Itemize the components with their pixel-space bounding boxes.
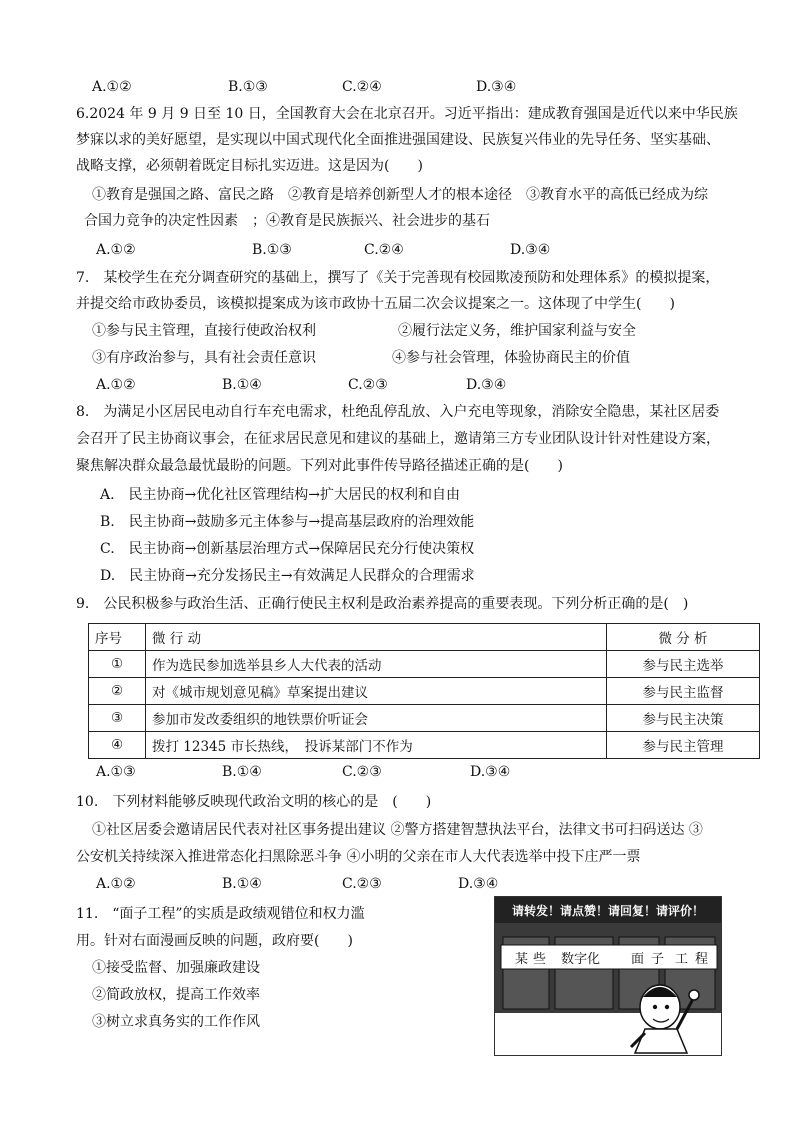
cartoon-sign-char-6: 程 xyxy=(695,952,709,967)
q7-statement-3: ③有序政治参与，具有社会责任意识 xyxy=(92,350,316,366)
q9-table-header xyxy=(89,624,760,651)
q11-stem-line-1: 11. “面子工程”的实质是政绩观错位和权力滥 xyxy=(76,906,365,922)
q6-statements-line-1: ①教育是强国之路、富民之路 ②教育是培养创新型人才的根本途径 ③教育水平的高低已经成为综 xyxy=(92,187,708,203)
q5-options xyxy=(92,77,692,97)
q6-stem-line-1: 6.2024 年 9 月 9 日至 10 日，全国教育大会在北京召开。习近平指出：建成教育强国是近代以来中华民族 xyxy=(76,106,738,122)
q11-stem-line-2: 用。针对右面漫画反映的问题，政府要( ) xyxy=(76,933,353,949)
q7-option-b: B.①④ xyxy=(222,377,262,393)
q9-header-index: 序号 xyxy=(89,624,146,651)
q7-stem-line-2: 并提交给市政协委员，该模拟提案成为该市政协十五届二次会议提案之一。这体现了中学生( ) xyxy=(76,296,675,312)
q9-row-action: 拨打 12345 市长热线， 投诉某部门不作为 xyxy=(146,732,607,759)
q9-header-analysis: 微 分 析 xyxy=(607,624,760,651)
q9-option-d: D.③④ xyxy=(470,764,511,780)
q10-option-c: C.②③ xyxy=(342,876,382,892)
q9-options xyxy=(96,762,696,782)
table-row xyxy=(89,651,760,678)
q6-option-b: B.①③ xyxy=(252,242,292,258)
q11-statement-3: ③树立求真务实的工作作风 xyxy=(92,1014,260,1030)
table-row xyxy=(89,732,760,759)
q10-option-a: A.①② xyxy=(96,876,136,892)
cartoon-ground xyxy=(495,1013,721,1055)
cartoon-sign-word: 数字化 xyxy=(561,952,601,967)
cartoon-drawing xyxy=(495,897,721,1055)
q8-option-d: D. 民主协商→充分发扬民主→有效满足人民群众的合理需求 xyxy=(100,568,475,584)
q7-statement-4: ④参与社会管理，体验协商民主的价值 xyxy=(392,350,630,366)
q7-option-a: A.①② xyxy=(96,377,136,393)
q6-statements-line-2: 合国力竞争的决定性因素 ；④教育是民族振兴、社会进步的基石 xyxy=(84,213,490,229)
cartoon-sign-char-4: 子 xyxy=(651,952,665,967)
q9-row-analysis: 参与民主选举 xyxy=(607,651,760,678)
q6-option-d: D.③④ xyxy=(510,242,551,258)
q10-statements-line-2: 公安机关持续深入推进常态化扫黑除恶斗争 ④小明的父亲在市人大代表选举中投下庄严一票 xyxy=(76,849,641,865)
q7-options xyxy=(96,375,696,395)
q5-option-b: B.①③ xyxy=(228,79,268,95)
cartoon-sign-char-1: 某 xyxy=(515,952,529,967)
q10-stem: 10. 下列材料能够反映现代政治文明的核心的是 ( ) xyxy=(76,794,432,810)
cartoon-sign-char-3: 面 xyxy=(631,952,645,967)
q9-row-action: 对《城市规划意见稿》草案提出建议 xyxy=(146,678,607,705)
q8-option-a: A. 民主协商→优化社区管理结构→扩大居民的权利和自由 xyxy=(100,487,461,503)
q9-row-action: 参加市发改委组织的地铁票价听证会 xyxy=(146,705,607,732)
q8-stem-line-3: 聚焦解决群众最急最忧最盼的问题。下列对此事件传导路径描述正确的是( ) xyxy=(76,458,563,474)
q9-row-action: 作为选民参加选举县乡人大代表的活动 xyxy=(146,651,607,678)
q10-statements-line-1: ①社区居委会邀请居民代表对社区事务提出建议 ②警方搭建智慧执法平台，法律文书可扫码送达 ③ xyxy=(92,822,703,838)
q9-row-index: ③ xyxy=(89,705,146,732)
q9-row-index: ② xyxy=(89,678,146,705)
q9-header-action: 微 行 动 xyxy=(146,624,607,651)
q9-option-b: B.①④ xyxy=(222,764,262,780)
q5-option-a: A.①② xyxy=(92,79,132,95)
q11-statement-2: ②简政放权，提高工作效率 xyxy=(92,987,260,1003)
q9-stem: 9. 公民积极参与政治生活、正确行使民主权利是政治素养提高的重要表现。下列分析正确的是( ) xyxy=(76,596,689,612)
q6-option-c: C.②④ xyxy=(364,242,404,258)
cartoon-sign-char-5: 工 xyxy=(675,952,689,967)
q10-option-b: B.①④ xyxy=(222,876,262,892)
q9-row-analysis: 参与民主管理 xyxy=(607,732,760,759)
q6-options xyxy=(96,240,696,260)
q9-row-analysis: 参与民主监督 xyxy=(607,678,760,705)
q9-table xyxy=(88,623,760,759)
q6-stem-line-3: 战略支撑，必须朝着既定目标扎实迈进。这是因为( ) xyxy=(76,158,423,174)
q7-option-d: D.③④ xyxy=(466,377,507,393)
q9-row-index: ① xyxy=(89,651,146,678)
table-row xyxy=(89,705,760,732)
q7-statement-2: ②履行法定义务，维护国家利益与安全 xyxy=(398,323,636,339)
q8-option-c: C. 民主协商→创新基层治理方式→保障居民充分行使决策权 xyxy=(100,541,475,557)
q9-option-a: A.①③ xyxy=(96,764,136,780)
q8-stem-line-2: 会召开了民主协商议事会，在征求居民意见和建议的基础上，邀请第三方专业团队设计针对性建设方案， xyxy=(76,431,720,447)
q11-cartoon xyxy=(494,896,722,1056)
table-row xyxy=(89,678,760,705)
q6-stem-line-2: 梦寐以求的美好愿望，是实现以中国式现代化全面推进强国建设、民族复兴伟业的先导任务、坚实基础、 xyxy=(76,132,720,148)
q7-statement-1: ①参与民主管理，直接行使政治权利 xyxy=(92,323,316,339)
q7-option-c: C.②③ xyxy=(348,377,388,393)
q10-options xyxy=(96,874,696,894)
q9-row-analysis: 参与民主决策 xyxy=(607,705,760,732)
q9-option-c: C.②③ xyxy=(342,764,382,780)
q6-option-a: A.①② xyxy=(96,242,136,258)
cartoon-banner-text: 请转发！请点赞！请回复！请评价！ xyxy=(511,904,705,918)
q5-option-d: D.③④ xyxy=(476,79,517,95)
q10-option-d: D.③④ xyxy=(458,876,499,892)
q7-stem-line-1: 7. 某校学生在充分调查研究的基础上，撰写了《关于完善现有校园欺凌预防和处理体系》的模拟提案， xyxy=(76,270,720,286)
q5-option-c: C.②④ xyxy=(342,79,382,95)
cartoon-sign-char-2: 些 xyxy=(533,952,547,967)
q9-row-index: ④ xyxy=(89,732,146,759)
q11-statement-1: ①接受监督、加强廉政建设 xyxy=(92,960,260,976)
q8-stem-line-1: 8. 为满足小区居民电动自行车充电需求，杜绝乱停乱放、入户充电等现象，消除安全隐患，某社区居委 xyxy=(76,404,720,420)
q8-option-b: B. 民主协商→鼓励多元主体参与→提高基层政府的治理效能 xyxy=(100,514,475,530)
